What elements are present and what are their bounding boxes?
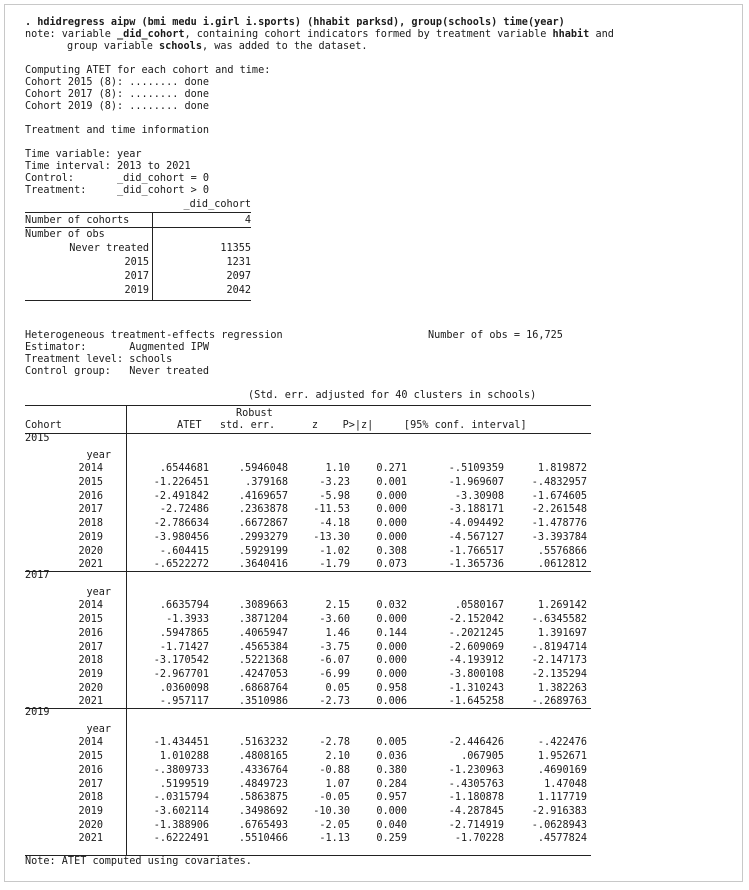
atet-cell: .6635794 <box>159 600 209 611</box>
z-cell: 1.07 <box>325 779 350 790</box>
z-cell: 1.10 <box>325 463 350 474</box>
year-label: 2020 <box>78 820 103 831</box>
num-cohorts-value: 4 <box>244 215 251 226</box>
p-value-cell: 0.284 <box>376 779 407 790</box>
ci-lower-cell: -.2021245 <box>448 628 504 639</box>
estimator: Estimator: Augmented IPW <box>25 342 210 353</box>
p-value-cell: 0.000 <box>376 655 407 666</box>
z-cell: 1.46 <box>325 628 350 639</box>
command-line: . hdidregress aipw (bmi medu i.girl i.sports) (hhabit parksd), group(schools) time(year) <box>25 17 565 28</box>
p-value-cell: 0.000 <box>376 504 407 515</box>
regression-title: Heterogeneous treatment-effects regression <box>25 330 283 341</box>
cohort-label: 2017 <box>25 570 50 581</box>
ci-lower-cell: -1.365736 <box>448 559 504 570</box>
ci-upper-cell: -.4832957 <box>531 477 587 488</box>
atet-cell: -.3809733 <box>153 765 209 776</box>
year-label: 2017 <box>78 504 103 515</box>
cohort-row-label: 2019 <box>124 285 149 296</box>
atet-cell: -.957117 <box>159 696 209 707</box>
std-err-cell: .4565384 <box>238 642 288 653</box>
ci-upper-cell: 1.382263 <box>537 683 587 694</box>
cohort-row-value: 2042 <box>226 285 251 296</box>
year-label: 2021 <box>78 833 103 844</box>
ci-lower-cell: -2.446426 <box>448 737 504 748</box>
std-err-cell: .4065947 <box>238 628 288 639</box>
atet-cell: -3.980456 <box>153 532 209 543</box>
p-value-cell: 0.308 <box>376 546 407 557</box>
computing-line: Cohort 2015 (8): ........ done <box>25 77 210 88</box>
p-value-cell: 0.259 <box>376 833 407 844</box>
z-cell: -6.99 <box>319 669 350 680</box>
treatment-info-header: Treatment and time information <box>25 125 210 136</box>
p-value-cell: 0.144 <box>376 628 407 639</box>
p-value-cell: 0.000 <box>376 614 407 625</box>
time-label: year <box>86 450 111 461</box>
year-label: 2019 <box>78 669 103 680</box>
atet-cell: -3.602114 <box>153 806 209 817</box>
atet-cell: -1.226451 <box>153 477 209 488</box>
ci-upper-cell: -1.674605 <box>531 491 587 502</box>
atet-cell: -1.388906 <box>153 820 209 831</box>
z-cell: -5.98 <box>319 491 350 502</box>
std-err-cell: .3498692 <box>238 806 288 817</box>
note-line-1: note: variable _did_cohort, containing cohort indicators formed by treatment variable hhabit and <box>25 29 614 40</box>
p-value-cell: 0.006 <box>376 696 407 707</box>
std-err-cell: .2993279 <box>238 532 288 543</box>
table-rule <box>25 708 591 709</box>
ci-lower-cell: -1.310243 <box>448 683 504 694</box>
z-cell: -1.13 <box>319 833 350 844</box>
number-of-obs: Number of obs = 16,725 <box>428 330 563 341</box>
ci-upper-cell: -.422476 <box>537 737 587 748</box>
atet-cell: -.6522272 <box>153 559 209 570</box>
z-cell: 0.05 <box>325 683 350 694</box>
table-rule <box>25 571 591 572</box>
year-label: 2015 <box>78 477 103 488</box>
atet-cell: -2.967701 <box>153 669 209 680</box>
p-value-cell: 0.957 <box>376 792 407 803</box>
ci-upper-cell: -.2689763 <box>531 696 587 707</box>
cohort-table-header: _did_cohort <box>183 199 251 210</box>
year-label: 2014 <box>78 600 103 611</box>
year-label: 2021 <box>78 696 103 707</box>
std-err-cell: .3089663 <box>238 600 288 611</box>
time-label: year <box>86 724 111 735</box>
ci-lower-cell: -1.70228 <box>454 833 504 844</box>
num-obs-label: Number of obs <box>25 229 105 240</box>
z-cell: -13.30 <box>313 532 350 543</box>
ci-lower-cell: .0580167 <box>454 600 504 611</box>
note-line-2: group variable schools, was added to the dataset. <box>67 41 368 52</box>
ci-upper-cell: 1.952671 <box>537 751 587 762</box>
year-label: 2016 <box>78 491 103 502</box>
z-cell: -3.23 <box>319 477 350 488</box>
cohort-row-value: 1231 <box>226 257 251 268</box>
ci-lower-cell: -1.969607 <box>448 477 504 488</box>
se-adjustment-note: (Std. err. adjusted for 40 clusters in schools) <box>248 390 537 401</box>
cohort-header: Cohort <box>25 420 62 431</box>
computing-line: Cohort 2017 (8): ........ done <box>25 89 210 100</box>
year-label: 2014 <box>78 737 103 748</box>
ci-lower-cell: -4.094492 <box>448 518 504 529</box>
year-label: 2019 <box>78 532 103 543</box>
std-err-cell: .5863875 <box>238 792 288 803</box>
z-cell: -6.07 <box>319 655 350 666</box>
p-value-cell: 0.073 <box>376 559 407 570</box>
year-label: 2021 <box>78 559 103 570</box>
ci-upper-cell: -2.261548 <box>531 504 587 515</box>
ci-upper-cell: .4690169 <box>537 765 587 776</box>
cohort-row-label: 2017 <box>124 271 149 282</box>
ci-lower-cell: -1.230963 <box>448 765 504 776</box>
std-err-cell: .379168 <box>245 477 288 488</box>
std-err-cell: .3640416 <box>238 559 288 570</box>
ci-upper-cell: -.0628943 <box>531 820 587 831</box>
atet-cell: -.604415 <box>159 546 209 557</box>
atet-cell: -1.434451 <box>153 737 209 748</box>
year-label: 2020 <box>78 546 103 557</box>
p-value-cell: 0.005 <box>376 737 407 748</box>
p-value-cell: 0.000 <box>376 518 407 529</box>
ci-lower-cell: -3.800108 <box>448 669 504 680</box>
std-err-cell: .3871204 <box>238 614 288 625</box>
cohort-label: 2019 <box>25 707 50 718</box>
ci-upper-cell: -1.478776 <box>531 518 587 529</box>
z-cell: 2.15 <box>325 600 350 611</box>
ci-lower-cell: -1.180878 <box>448 792 504 803</box>
p-value-cell: 0.958 <box>376 683 407 694</box>
cohort-row-label: Never treated <box>69 243 149 254</box>
treatment-level: Treatment level: schools <box>25 354 173 365</box>
ci-upper-cell: 1.391697 <box>537 628 587 639</box>
year-label: 2018 <box>78 792 103 803</box>
ci-lower-cell: -4.287845 <box>448 806 504 817</box>
year-label: 2014 <box>78 463 103 474</box>
year-label: 2018 <box>78 655 103 666</box>
year-label: 2020 <box>78 683 103 694</box>
column-headers: ATET std. err. z P>|z| [95% conf. interval] <box>177 420 527 431</box>
atet-cell: -2.72486 <box>159 504 209 515</box>
std-err-cell: .4336764 <box>238 765 288 776</box>
num-cohorts-label: Number of cohorts <box>25 215 130 226</box>
time-variable: Time variable: year <box>25 149 142 160</box>
std-err-cell: .4247053 <box>238 669 288 680</box>
ci-lower-cell: -1.766517 <box>448 546 504 557</box>
ci-lower-cell: -4.567127 <box>448 532 504 543</box>
treatment-def: Treatment: _did_cohort > 0 <box>25 185 210 196</box>
atet-cell: .5199519 <box>159 779 209 790</box>
control-group: Control group: Never treated <box>25 366 210 377</box>
table-rule <box>25 212 251 213</box>
computing-header: Computing ATET for each cohort and time: <box>25 65 271 76</box>
std-err-cell: .6672867 <box>238 518 288 529</box>
p-value-cell: 0.000 <box>376 532 407 543</box>
atet-cell: -1.3933 <box>166 614 209 625</box>
p-value-cell: 0.036 <box>376 751 407 762</box>
std-err-cell: .6868764 <box>238 683 288 694</box>
table-rule <box>25 433 591 434</box>
ci-upper-cell: 1.47048 <box>544 779 587 790</box>
footnote: Note: ATET computed using covariates. <box>25 856 252 867</box>
cohort-label: 2015 <box>25 433 50 444</box>
p-value-cell: 0.000 <box>376 806 407 817</box>
control-def: Control: _did_cohort = 0 <box>25 173 210 184</box>
z-cell: -1.02 <box>319 546 350 557</box>
std-err-cell: .6765493 <box>238 820 288 831</box>
z-cell: -2.73 <box>319 696 350 707</box>
year-label: 2016 <box>78 765 103 776</box>
z-cell: -10.30 <box>313 806 350 817</box>
z-cell: -0.88 <box>319 765 350 776</box>
p-value-cell: 0.040 <box>376 820 407 831</box>
results-window <box>4 4 743 882</box>
computing-line: Cohort 2019 (8): ........ done <box>25 101 210 112</box>
ci-upper-cell: .5576866 <box>537 546 587 557</box>
cohort-row-value: 11355 <box>220 243 251 254</box>
atet-cell: -.0315794 <box>153 792 209 803</box>
atet-cell: -3.170542 <box>153 655 209 666</box>
year-label: 2017 <box>78 642 103 653</box>
ci-lower-cell: .067905 <box>461 751 504 762</box>
year-label: 2015 <box>78 751 103 762</box>
ci-lower-cell: -3.188171 <box>448 504 504 515</box>
atet-cell: -2.786634 <box>153 518 209 529</box>
std-err-cell: .4808165 <box>238 751 288 762</box>
year-label: 2017 <box>78 779 103 790</box>
ci-lower-cell: -4.193912 <box>448 655 504 666</box>
ci-upper-cell: 1.117719 <box>537 792 587 803</box>
p-value-cell: 0.000 <box>376 669 407 680</box>
ci-upper-cell: -.6345582 <box>531 614 587 625</box>
ci-lower-cell: -3.30908 <box>454 491 504 502</box>
ci-upper-cell: .0612812 <box>537 559 587 570</box>
p-value-cell: 0.000 <box>376 642 407 653</box>
std-err-cell: .5929199 <box>238 546 288 557</box>
std-err-cell: .2363878 <box>238 504 288 515</box>
ci-upper-cell: .4577824 <box>537 833 587 844</box>
p-value-cell: 0.001 <box>376 477 407 488</box>
z-cell: -0.05 <box>319 792 350 803</box>
ci-lower-cell: -2.714919 <box>448 820 504 831</box>
ci-upper-cell: -.8194714 <box>531 642 587 653</box>
atet-cell: .6544681 <box>159 463 209 474</box>
robust-header: Robust <box>236 408 273 419</box>
table-separator <box>152 212 153 300</box>
ci-upper-cell: 1.819872 <box>537 463 587 474</box>
std-err-cell: .4169657 <box>238 491 288 502</box>
atet-cell: 1.010288 <box>159 751 209 762</box>
std-err-cell: .5510466 <box>238 833 288 844</box>
atet-cell: .0360098 <box>159 683 209 694</box>
p-value-cell: 0.032 <box>376 600 407 611</box>
ci-upper-cell: 1.269142 <box>537 600 587 611</box>
z-cell: 2.10 <box>325 751 350 762</box>
ci-lower-cell: -.4305763 <box>448 779 504 790</box>
time-label: year <box>86 587 111 598</box>
z-cell: -2.78 <box>319 737 350 748</box>
z-cell: -4.18 <box>319 518 350 529</box>
z-cell: -1.79 <box>319 559 350 570</box>
ci-upper-cell: -2.147173 <box>531 655 587 666</box>
cohort-row-value: 2097 <box>226 271 251 282</box>
p-value-cell: 0.380 <box>376 765 407 776</box>
year-label: 2018 <box>78 518 103 529</box>
year-label: 2016 <box>78 628 103 639</box>
table-rule <box>25 227 251 228</box>
std-err-cell: .3510986 <box>238 696 288 707</box>
p-value-cell: 0.271 <box>376 463 407 474</box>
z-cell: -3.75 <box>319 642 350 653</box>
ci-upper-cell: -2.135294 <box>531 669 587 680</box>
ci-lower-cell: -2.609069 <box>448 642 504 653</box>
ci-lower-cell: -.5109359 <box>448 463 504 474</box>
table-rule <box>25 300 251 301</box>
ci-lower-cell: -2.152042 <box>448 614 504 625</box>
atet-cell: -.6222491 <box>153 833 209 844</box>
std-err-cell: .5221368 <box>238 655 288 666</box>
z-cell: -2.05 <box>319 820 350 831</box>
p-value-cell: 0.000 <box>376 491 407 502</box>
z-cell: -11.53 <box>313 504 350 515</box>
atet-cell: -1.71427 <box>159 642 209 653</box>
std-err-cell: .5946048 <box>238 463 288 474</box>
std-err-cell: .4849723 <box>238 779 288 790</box>
table-rule <box>25 405 591 406</box>
z-cell: -3.60 <box>319 614 350 625</box>
std-err-cell: .5163232 <box>238 737 288 748</box>
year-label: 2015 <box>78 614 103 625</box>
ci-upper-cell: -2.916383 <box>531 806 587 817</box>
time-interval: Time interval: 2013 to 2021 <box>25 161 191 172</box>
cohort-row-label: 2015 <box>124 257 149 268</box>
atet-cell: -2.491842 <box>153 491 209 502</box>
atet-cell: .5947865 <box>159 628 209 639</box>
ci-upper-cell: -3.393784 <box>531 532 587 543</box>
ci-lower-cell: -1.645258 <box>448 696 504 707</box>
year-label: 2019 <box>78 806 103 817</box>
